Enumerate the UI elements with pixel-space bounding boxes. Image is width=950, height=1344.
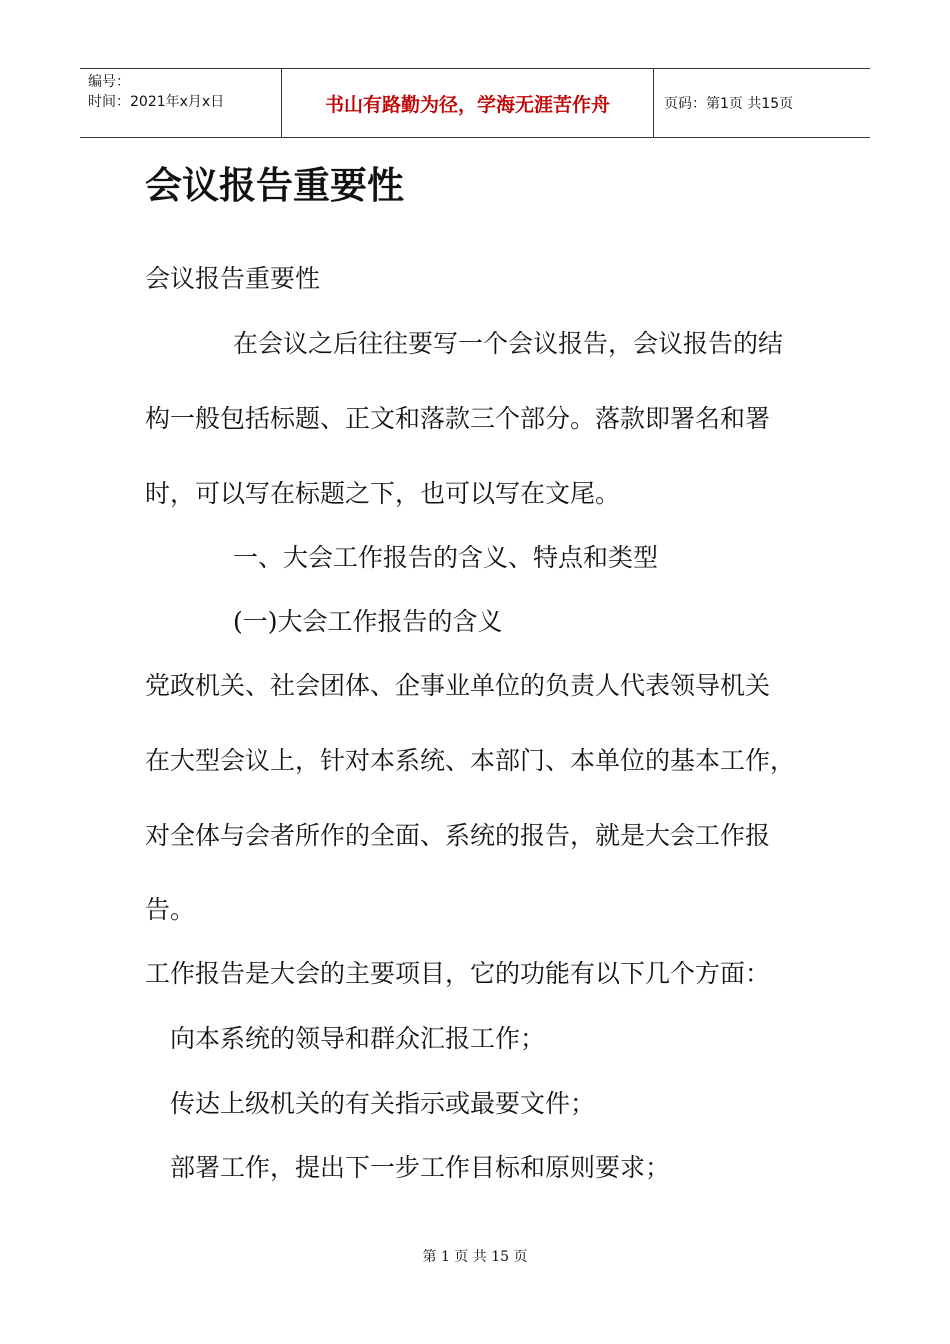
number-label: 编号： (88, 74, 130, 90)
paragraph-line: 对全体与会者所作的全面、系统的报告，就是大会工作报 (145, 821, 771, 850)
date-label: 时间：2021年x月x日 (88, 94, 225, 110)
subsection-heading: (一)大会工作报告的含义 (233, 607, 503, 636)
paragraph-line: 时，可以写在标题之下，也可以写在文尾。 (145, 479, 621, 508)
paragraph-line: 构一般包括标题、正文和落款三个部分。落款即署名和署 (145, 404, 771, 433)
paragraph-line: 会议报告重要性 (145, 264, 321, 293)
paragraph-line: 党政机关、社会团体、企事业单位的负责人代表领导机关 (145, 671, 771, 700)
header-page-info: 页码：第1页 共15页 (664, 96, 794, 112)
page-header (80, 68, 870, 138)
section-heading: 一、大会工作报告的含义、特点和类型 (233, 543, 659, 572)
document-title: 会议报告重要性 (145, 164, 404, 207)
paragraph-line: 在大型会议上，针对本系统、本部门、本单位的基本工作， (145, 746, 796, 775)
paragraph-line: 工作报告是大会的主要项目，它的功能有以下几个方面： (145, 959, 771, 988)
paragraph-line: 告。 (145, 895, 196, 924)
header-motto: 书山有路勤为径，学海无涯苦作舟 (282, 69, 654, 137)
header-meta (80, 69, 282, 137)
list-item: 传达上级机关的有关指示或最要文件； (170, 1089, 596, 1118)
paragraph-line: 在会议之后往往要写一个会议报告，会议报告的结 (233, 329, 784, 358)
page-footer: 第 1 页 共 15 页 (422, 1249, 528, 1265)
list-item: 向本系统的领导和群众汇报工作； (170, 1024, 546, 1053)
list-item: 部署工作，提出下一步工作目标和原则要求； (170, 1153, 671, 1182)
